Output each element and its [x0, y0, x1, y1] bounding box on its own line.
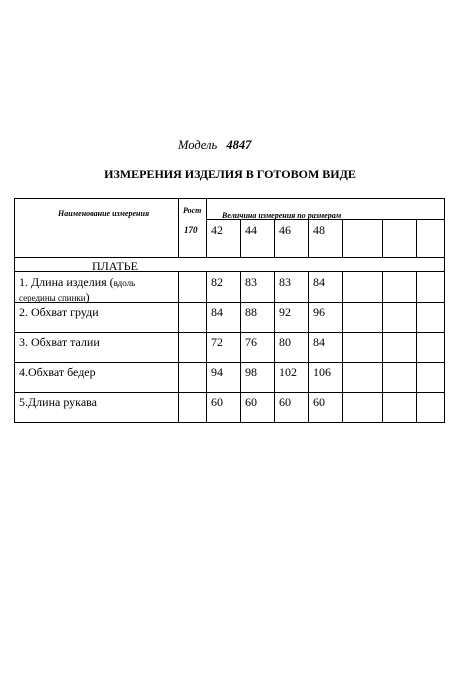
table-cell: 76 — [245, 335, 257, 349]
table-cell: 92 — [279, 305, 291, 319]
sizes-header: Величина измерения по размерам — [222, 211, 342, 220]
size-header-48: 48 — [313, 223, 325, 237]
model-label: Модель — [178, 138, 218, 152]
section-title: ПЛАТЬЕ — [92, 259, 138, 273]
height-value: 170 — [184, 225, 198, 235]
table-row-name: 2. Обхват груди — [19, 305, 99, 319]
table-cell: 84 — [313, 275, 325, 289]
model-number: 4847 — [226, 138, 252, 152]
table-cell: 60 — [245, 395, 257, 409]
table-row-name: 3. Обхват талии — [19, 335, 100, 349]
table-row-name: 4.Обхват бедер — [19, 365, 96, 379]
size-header-46: 46 — [279, 223, 291, 237]
table-cell: 88 — [245, 305, 257, 319]
table-cell: 83 — [245, 275, 257, 289]
table-cell: 82 — [211, 275, 223, 289]
table-cell: 94 — [211, 365, 223, 379]
table-cell: 60 — [211, 395, 223, 409]
table-cell: 96 — [313, 305, 325, 319]
table-cell: 102 — [279, 365, 297, 379]
table-row-name: 1. Длина изделия (вдоль середины спинки) — [19, 275, 136, 304]
table-cell: 84 — [313, 335, 325, 349]
table-cell: 84 — [211, 305, 223, 319]
height-header: Рост — [183, 206, 202, 215]
table-cell: 80 — [279, 335, 291, 349]
table-row-name: 5.Длина рукава — [19, 395, 97, 409]
table-cell: 106 — [313, 365, 331, 379]
name-column-header: Наименование измерения — [58, 209, 150, 218]
table-cell: 98 — [245, 365, 257, 379]
table-cell: 72 — [211, 335, 223, 349]
size-header-42: 42 — [211, 223, 223, 237]
table-cell: 60 — [313, 395, 325, 409]
table-cell: 83 — [279, 275, 291, 289]
table-cell: 60 — [279, 395, 291, 409]
page-title: ИЗМЕРЕНИЯ ИЗДЕЛИЯ В ГОТОВОМ ВИДЕ — [104, 167, 356, 181]
size-header-44: 44 — [245, 223, 257, 237]
